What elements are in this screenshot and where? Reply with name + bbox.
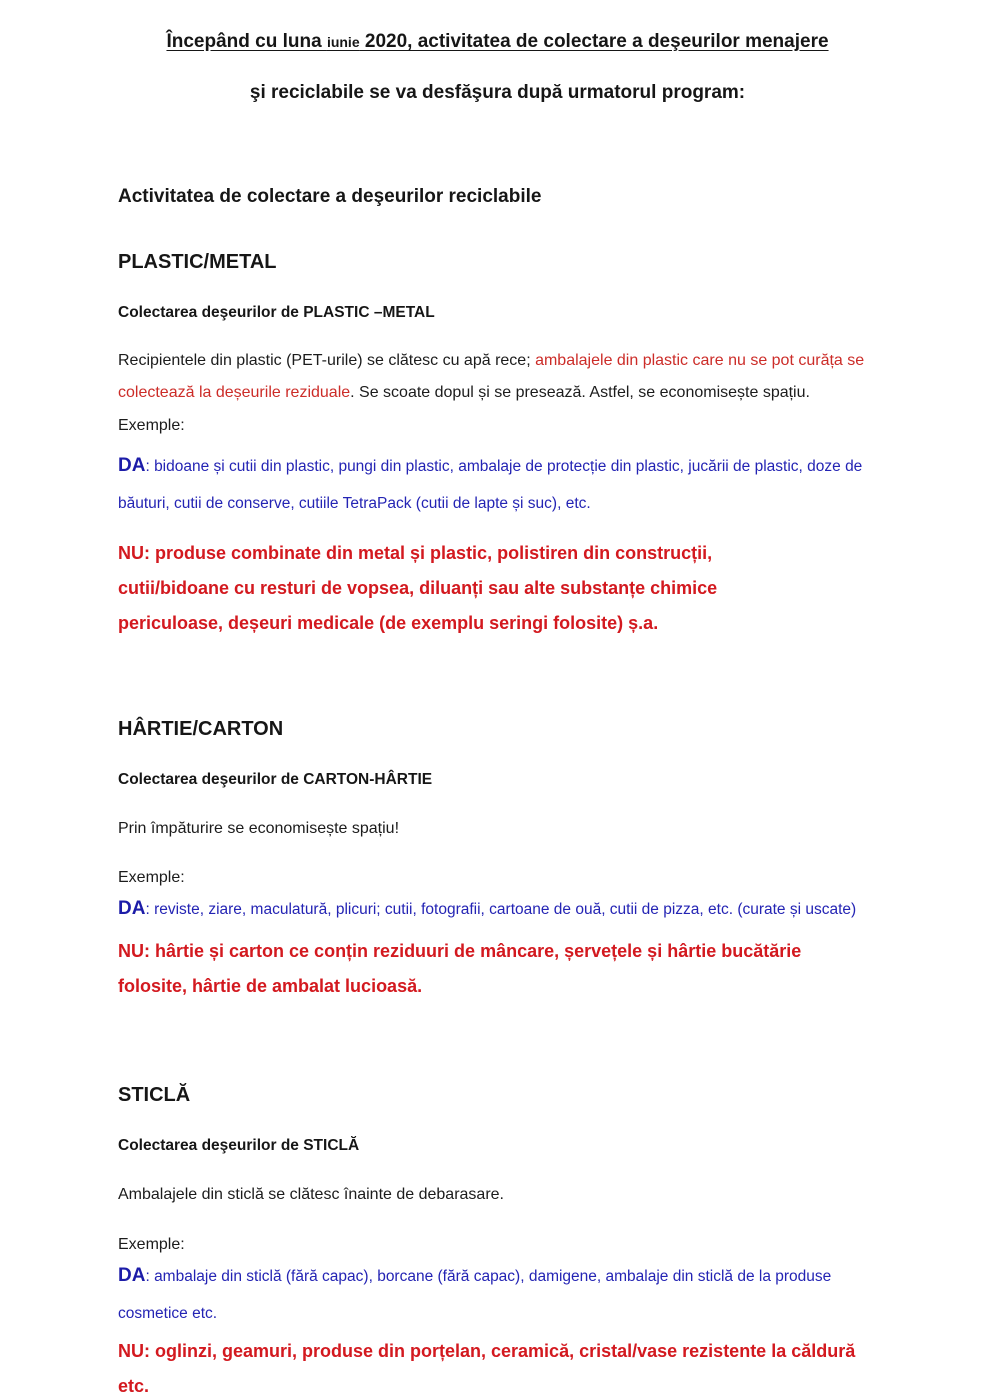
da-label: DA bbox=[118, 455, 146, 477]
da-label: DA bbox=[118, 898, 146, 920]
section-heading-sticla: STICLĂ bbox=[118, 1084, 191, 1107]
da-text: : bidoane și cutii din plastic, pungi din plastic, ambalaje de protecție din plastic, jucării de plastic, doze de băuturi, cutii de conserve, cutiile TetraPack (cutii de lapte și suc), etc. bbox=[118, 458, 863, 512]
nu-list-sticla: NU: oglinzi, geamuri, produse din porțelan, ceramică, cristal/vase rezistente la căldură etc. bbox=[118, 1341, 856, 1397]
section-intro-plastic-metal bbox=[118, 345, 877, 443]
da-label: DA bbox=[118, 1265, 146, 1287]
da-text: : ambalaje din sticlă (fără capac), borcane (fără capac), damigene, ambalaje din sticlă de la produse cosmetice etc. bbox=[118, 1268, 832, 1322]
nu-list-hartie-carton: NU: hârtie și carton ce conțin reziduuri de mâncare, șervețele și hârtie bucătărie folosite, hârtie de ambalat lucioasă. bbox=[118, 941, 802, 997]
document-title-line1 bbox=[118, 30, 877, 55]
section-subheading-plastic-metal: Colectarea deşeurilor de PLASTIC –METAL bbox=[118, 303, 435, 321]
document-title-line2: şi reciclabile se va desfăşura după urmatorul program: bbox=[249, 81, 746, 103]
intro-black-part1: Recipientele din plastic (PET-urile) se clătesc cu apă rece; bbox=[118, 351, 536, 369]
da-list-hartie-carton bbox=[118, 889, 877, 930]
section-intro-sticla: Ambalajele din sticlă se clătesc înainte de debarasare. bbox=[118, 1186, 504, 1204]
title-line1-part1: Începând cu luna bbox=[166, 31, 327, 52]
section-subheading-sticla: Colectarea deşeurilor de STICLĂ bbox=[118, 1137, 360, 1155]
exemple-label-hartie-carton: Exemple: bbox=[118, 869, 185, 887]
section-subheading-hartie-carton: Colectarea deşeurilor de CARTON-HÂRTIE bbox=[118, 770, 433, 788]
main-heading: Activitatea de colectare a deşeurilor reciclabile bbox=[118, 185, 542, 207]
intro-red-part: ambalajele din plastic care nu se pot curăța se colectează la deșeurile reziduale bbox=[118, 351, 865, 402]
da-text: : reviste, ziare, maculatură, plicuri; cutii, fotografii, cartoane de ouă, cutii de pizza, etc. (curate și uscate) bbox=[145, 901, 857, 919]
da-list-sticla bbox=[118, 1256, 877, 1330]
exemple-label-sticla: Exemple: bbox=[118, 1236, 185, 1254]
section-intro-hartie-carton: Prin împăturire se economisește spațiu! bbox=[118, 819, 400, 837]
section-heading-plastic-metal: PLASTIC/METAL bbox=[118, 250, 277, 273]
title-line1-month: iunie bbox=[326, 34, 360, 50]
intro-black-part2: . Se scoate dopul și se presează. Astfel, se economisește spațiu. bbox=[350, 384, 810, 402]
section-heading-hartie-carton: HÂRTIE/CARTON bbox=[118, 717, 284, 740]
da-list-plastic-metal bbox=[118, 446, 877, 520]
exemple-label-plastic-metal: Exemple: bbox=[118, 417, 185, 435]
nu-list-plastic-metal: NU: produse combinate din metal și plastic, polistiren din construcții, cutii/bidoane cu resturi de vopsea, diluanți sau alte substanțe chimice periculoase, deșeuri medicale (de exemplu seringi folosite) ș.a. bbox=[118, 543, 718, 634]
title-line1-part2: 2020, activitatea de colectare a deşeurilor menajere bbox=[359, 31, 829, 52]
